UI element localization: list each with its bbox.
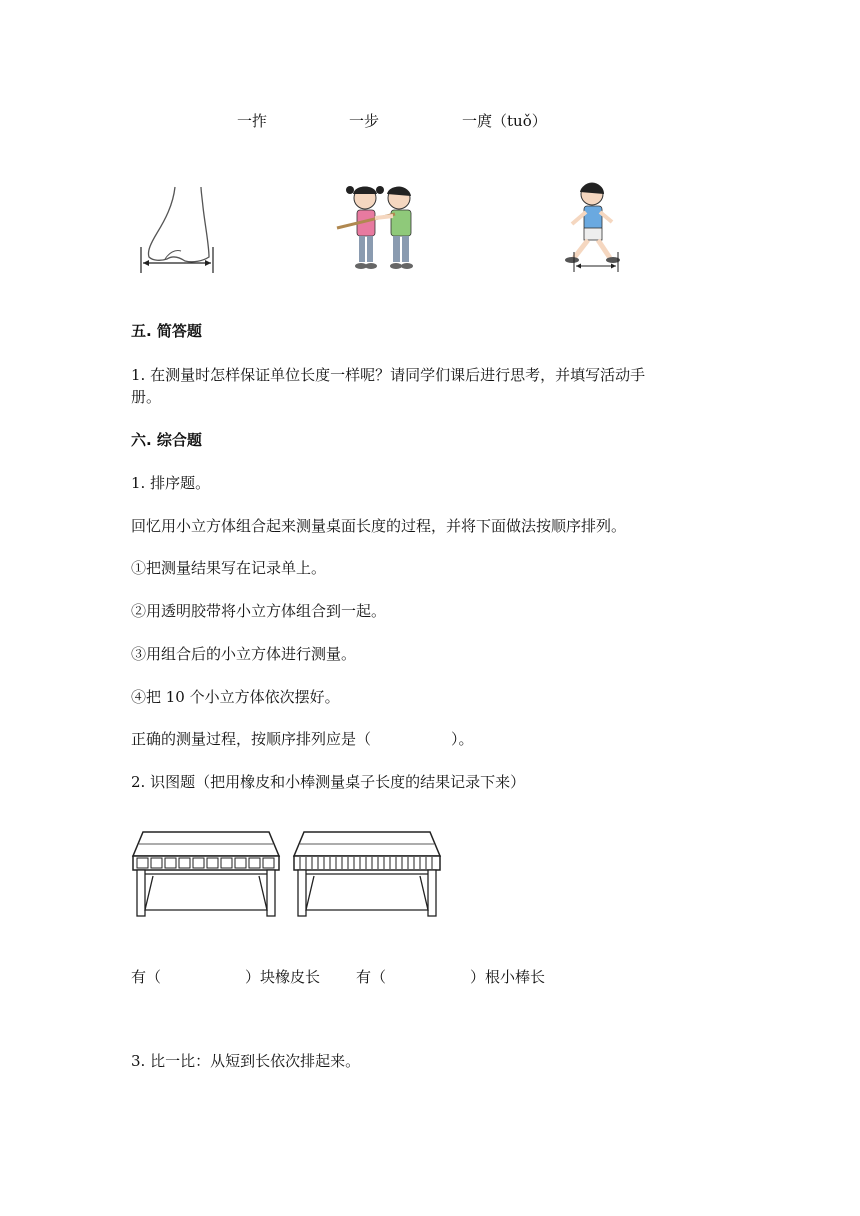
section6-q1-title: 1. 排序题。 bbox=[131, 474, 211, 492]
q1-answer-suffix: ）。 bbox=[451, 730, 474, 748]
hand-span-illustration bbox=[135, 185, 220, 275]
section6-q3-title: 3. 比一比：从短到长依次排起来。 bbox=[131, 1052, 361, 1070]
step-3: ③用组合后的小立方体进行测量。 bbox=[131, 645, 357, 663]
q1-answer-prefix: 正确的测量过程，按顺序排列应是（ bbox=[131, 730, 372, 748]
section5-q1-line2: 册。 bbox=[131, 388, 162, 406]
desk-eraser-illustration bbox=[131, 830, 281, 918]
answer-stick-suffix: ）根小棒长 bbox=[470, 968, 546, 986]
arm-span-illustration bbox=[335, 178, 435, 276]
section6-q2-title: 2. 识图题（把用橡皮和小棒测量桌子长度的结果记录下来） bbox=[131, 773, 526, 791]
answer-stick bbox=[356, 966, 545, 987]
unit-label-bu: 一步 bbox=[349, 112, 380, 130]
answer-eraser-suffix: ）块橡皮长 bbox=[245, 968, 321, 986]
step-illustration bbox=[560, 178, 625, 274]
unit-label-tuo: 一庹（tuǒ） bbox=[462, 112, 547, 130]
step-4: ④把 10 个小立方体依次摆好。 bbox=[131, 688, 340, 706]
section6-q1-intro: 回忆用小立方体组合起来测量桌面长度的过程，并将下面做法按顺序排列。 bbox=[131, 517, 627, 535]
q1-answer-line bbox=[131, 728, 474, 749]
desk-stick-illustration bbox=[292, 830, 442, 918]
answer-eraser-prefix: 有（ bbox=[131, 968, 162, 986]
step-2: ②用透明胶带将小立方体组合到一起。 bbox=[131, 602, 387, 620]
answer-stick-prefix: 有（ bbox=[356, 968, 387, 986]
section6-heading: 六. 综合题 bbox=[131, 431, 202, 449]
unit-label-zha: 一拃 bbox=[237, 112, 268, 130]
section5-heading: 五. 简答题 bbox=[131, 322, 202, 340]
answer-eraser bbox=[131, 966, 320, 987]
section5-q1-line1: 1. 在测量时怎样保证单位长度一样呢？请同学们课后进行思考，并填写活动手 bbox=[131, 366, 646, 384]
step-1: ①把测量结果写在记录单上。 bbox=[131, 559, 327, 577]
